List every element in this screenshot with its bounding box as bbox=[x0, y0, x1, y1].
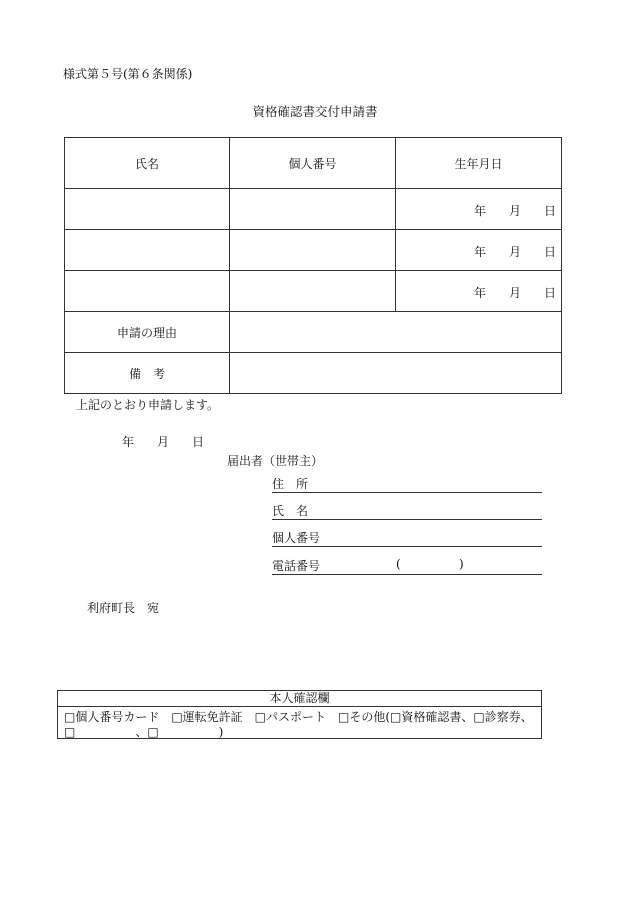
remarks-cell[interactable] bbox=[230, 353, 562, 394]
address-field[interactable] bbox=[272, 474, 542, 493]
year-label: 年 bbox=[474, 204, 487, 218]
day-label: 日 bbox=[544, 204, 557, 218]
month-label: 月 bbox=[509, 204, 522, 218]
number-cell[interactable] bbox=[230, 189, 396, 230]
year-label: 年 bbox=[474, 245, 487, 259]
reason-label: 申請の理由 bbox=[65, 312, 230, 353]
address-label: 住 所 bbox=[272, 477, 309, 491]
birthdate-cell[interactable] bbox=[396, 271, 562, 312]
applicant-name-label: 氏 名 bbox=[272, 504, 309, 518]
month-label: 月 bbox=[509, 245, 522, 259]
form-number: 様式第５号(第６条関係) bbox=[63, 67, 193, 81]
day-label: 日 bbox=[544, 245, 557, 259]
year-label: 年 bbox=[474, 286, 487, 300]
table-header-row bbox=[65, 138, 562, 189]
confirmation-options-line2[interactable]: □ 、□ ) bbox=[64, 725, 224, 739]
confirmation-title: 本人確認欄 bbox=[58, 691, 541, 707]
birthdate-cell[interactable] bbox=[396, 230, 562, 271]
remarks-row bbox=[65, 353, 562, 394]
name-cell[interactable] bbox=[65, 189, 230, 230]
name-cell[interactable] bbox=[65, 271, 230, 312]
reason-cell[interactable] bbox=[230, 312, 562, 353]
phone-label: 電話番号 bbox=[272, 559, 321, 573]
name-cell[interactable] bbox=[65, 230, 230, 271]
submit-year-label: 年 bbox=[122, 435, 135, 449]
submit-month-label: 月 bbox=[157, 435, 170, 449]
identity-confirmation-box bbox=[57, 690, 542, 739]
day-label: 日 bbox=[544, 286, 557, 300]
applicant-table bbox=[64, 137, 562, 394]
table-row bbox=[65, 271, 562, 312]
confirmation-options-line1[interactable]: □個人番号カード □運転免許証 □パスポート □その他(□資格確認書、□診察券、 bbox=[64, 710, 533, 724]
applicant-title: 届出者（世帯主） bbox=[227, 454, 324, 468]
month-label: 月 bbox=[509, 286, 522, 300]
applicant-number-label: 個人番号 bbox=[272, 531, 321, 545]
reason-row bbox=[65, 312, 562, 353]
phone-open-paren: ( bbox=[396, 557, 401, 571]
submit-day-label: 日 bbox=[192, 435, 205, 449]
table-row bbox=[65, 230, 562, 271]
number-cell[interactable] bbox=[230, 271, 396, 312]
phone-field[interactable] bbox=[272, 556, 542, 575]
remarks-label: 備 考 bbox=[65, 353, 230, 394]
applicant-number-field[interactable] bbox=[272, 528, 542, 547]
table-row bbox=[65, 189, 562, 230]
header-name: 氏名 bbox=[65, 138, 230, 189]
document-title: 資格確認書交付申請書 bbox=[252, 104, 378, 119]
number-cell[interactable] bbox=[230, 230, 396, 271]
phone-close-paren: ) bbox=[459, 557, 464, 571]
applicant-name-field[interactable] bbox=[272, 501, 542, 520]
header-personal-number: 個人番号 bbox=[230, 138, 396, 189]
header-birthdate: 生年月日 bbox=[396, 138, 562, 189]
birthdate-cell[interactable] bbox=[396, 189, 562, 230]
addressee: 利府町長 宛 bbox=[87, 601, 160, 615]
application-statement: 上記のとおり申請します。 bbox=[76, 398, 220, 412]
